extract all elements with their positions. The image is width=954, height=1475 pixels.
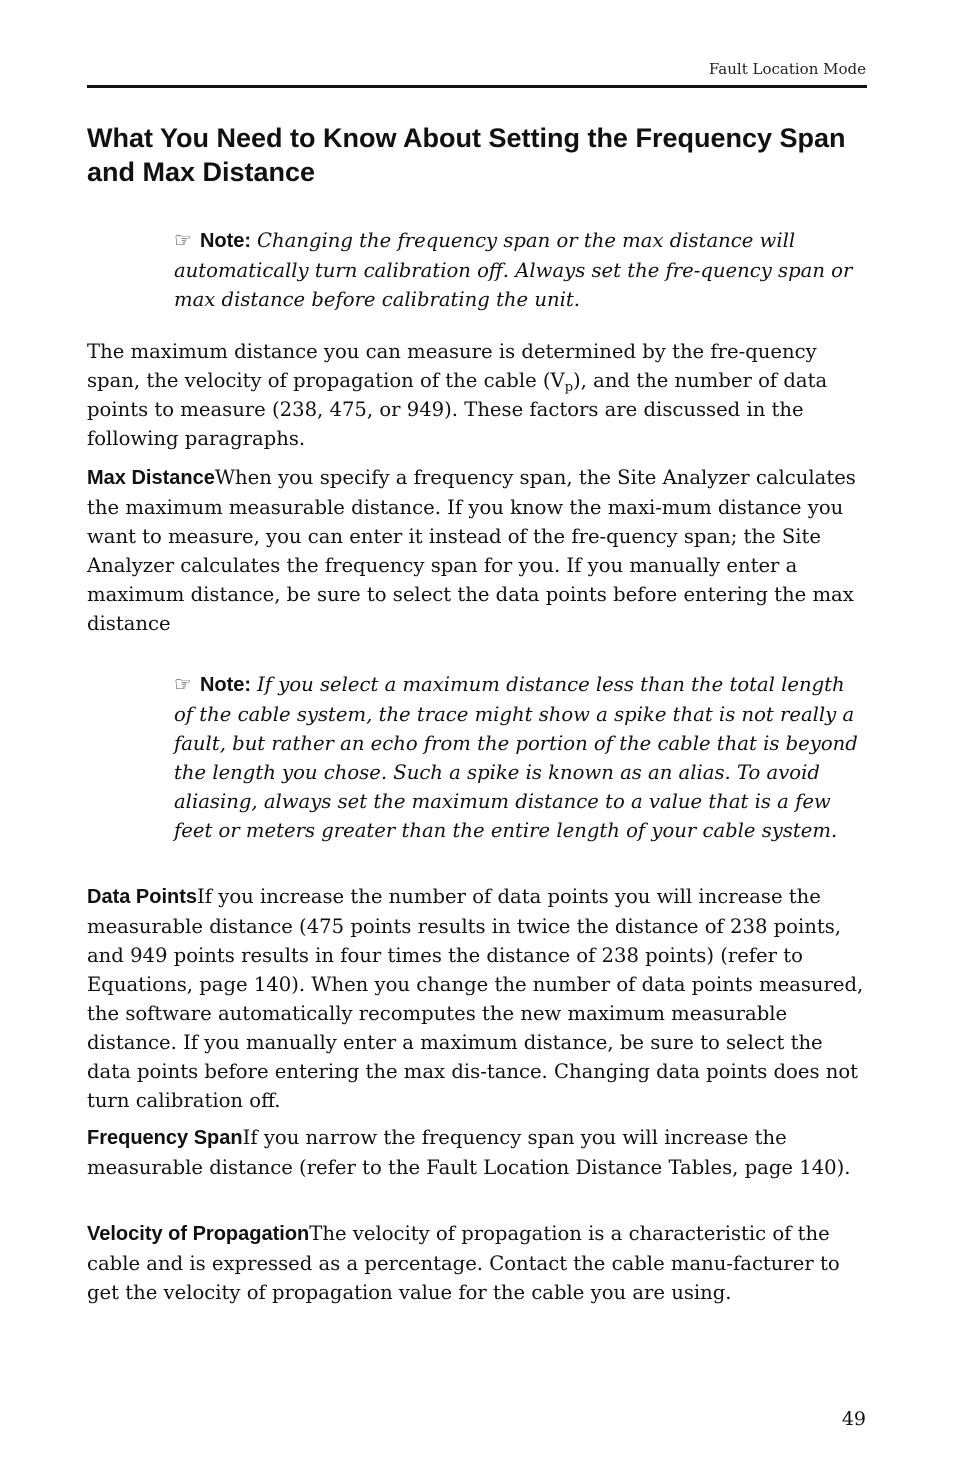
pointing-hand-icon: ☞: [174, 672, 192, 696]
frequency-span-label: Frequency Span: [87, 1127, 243, 1149]
intro-text-part2: ), and the number of data points to measure (238, 475, or 949). These factors are discussed in the following paragraphs.: [87, 369, 828, 450]
max-distance-paragraph: [87, 463, 867, 638]
velocity-label: Velocity of Propagation: [87, 1223, 310, 1245]
note-aliasing: [174, 670, 867, 845]
velocity-text: The velocity of propagation is a characteristic of the cable and is expressed as a percentage. Contact the cable manu-facturer to get the velocity of propagation value for the cable you are using.: [87, 1222, 840, 1304]
page-number: 49: [841, 1408, 866, 1430]
max-distance-label: Max Distance: [87, 467, 215, 489]
running-head: Fault Location Mode: [708, 60, 866, 78]
note-label: Note:: [199, 674, 252, 696]
section-heading: What You Need to Know About Setting the Frequency Span and Max Distance: [87, 123, 846, 187]
pointing-hand-icon: ☞: [174, 228, 192, 252]
data-points-label: Data Points: [87, 886, 198, 908]
note-calibration: [174, 226, 867, 314]
intro-subscript: p: [564, 380, 574, 395]
note-label: Note:: [199, 230, 252, 252]
velocity-paragraph: [87, 1219, 867, 1307]
frequency-span-paragraph: [87, 1123, 867, 1182]
note-text: Changing the frequency span or the max distance will automatically turn calibration off. Always set the fre-quency span or max distance before calibrating the unit.: [174, 229, 853, 311]
intro-text-part1: The maximum distance you can measure is determined by the fre-quency span, the velocity of propagation of the cable (V: [87, 340, 817, 392]
frequency-span-text: If you narrow the frequency span you will increase the measurable distance (refer to the Fault Location Distance Tables, page 140).: [87, 1126, 851, 1179]
data-points-paragraph: [87, 882, 867, 1115]
header-rule: [87, 85, 867, 88]
max-distance-text: When you specify a frequency span, the Site Analyzer calculates the maximum measurable distance. If you know the maxi-mum distance you want to measure, you can enter it instead of the fre-quency span; the Site Analyzer calculates the frequency span for you. If you manually enter a maximum distance, be sure to select the data points before entering the max distance: [87, 466, 856, 635]
data-points-text: If you increase the number of data points you will increase the measurable distance (475 points results in twice the distance of 238 points, and 949 points results in four times the distance of 238 points) (refer to Equations, page 140). When you change the number of data points measured, the software automatically recomputes the new maximum measurable distance. If you manually enter a maximum distance, be sure to select the data points before entering the max dis-tance. Changing data points does not turn calibration off.: [87, 885, 864, 1112]
note-text: If you select a maximum distance less than the total length of the cable system, the trace might show a spike that is not really a fault, but rather an echo from the portion of the cable that is beyond the length you chose. Such a spike is known as an alias. To avoid aliasing, always set the maximum distance to a value that is a few feet or meters greater than the entire length of your cable system.: [174, 673, 858, 842]
intro-paragraph: [87, 337, 867, 453]
